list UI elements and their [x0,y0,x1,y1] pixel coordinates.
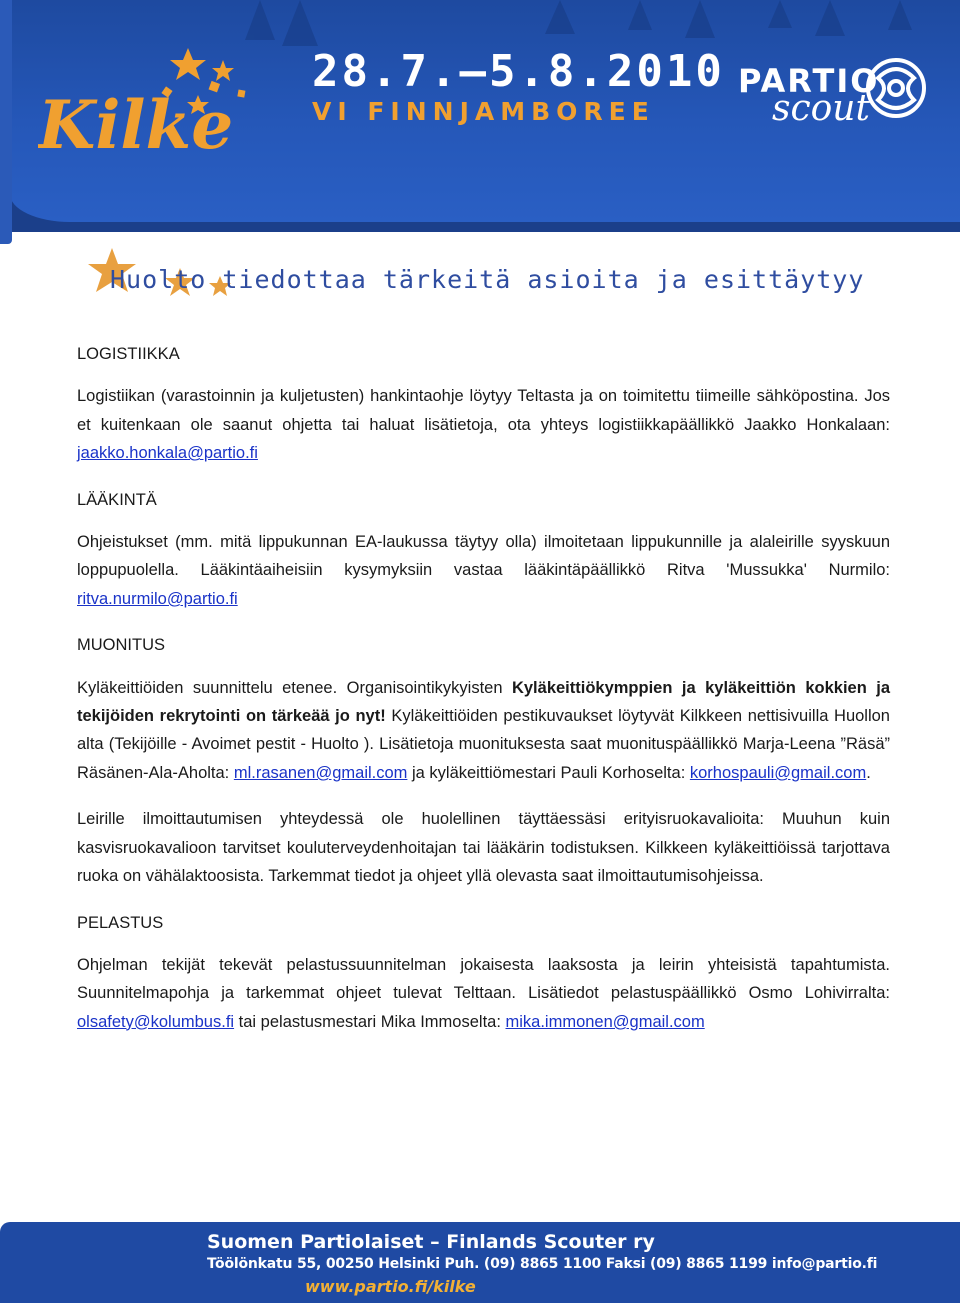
footer-contact-info: Töölönkatu 55, 00250 Helsinki Puh. (09) 8865 1100 Faksi (09) 8865 1199 info@partio.fi [207,1256,878,1272]
event-name: VI FINNJAMBOREE [312,97,655,126]
section-heading-muonitus: MUONITUS [77,636,165,655]
section-heading-laakinta: LÄÄKINTÄ [77,490,157,509]
kilke-logo [38,40,288,180]
paragraph-muonitus [77,674,890,788]
partio-logo-text: PARTIO [738,62,880,100]
section-heading-logistiikka: LOGISTIIKKA [77,345,180,363]
paragraph-pelastus [77,951,890,1036]
paragraph-text: tai pelastusmestari Mika Immoselta: [234,1012,506,1031]
article-body [77,340,890,1054]
paragraph-text: Kyläkeittiöiden pestikuvaukset löytyvät Kilkkeen nettisivuilla Huollon alta (Tekijöille - Avoimet pestit - Huolto ). Lisätietoja muonituksesta saat muonituspäällikkö Marja-Leena ”Räsä” Räsänen-Ala-Aholta: [77,707,890,782]
footer-organization: Suomen Partiolaiset – Finlands Scouter ry [207,1231,655,1253]
email-link-nurmilo[interactable]: ritva.nurmilo@partio.fi [77,589,238,608]
paragraph-text: Logistiikan (varastoinnin ja kuljetusten) hankintaohje löytyy Teltasta ja on toimitettu tiimeille sähköpostina. Jos et kuitenkaan ole saanut ohjetta tai haluat lisätietoja, ota yhteys logistiikkapäällikkö Jaakko Honkalaan: [77,387,890,434]
paragraph-text: . [866,763,871,782]
paragraph-ruokavalio: Leirille ilmoittautumisen yhteydessä ole huolellinen täyttäessäsi erityisruokavalioita: Muuhun kuin kasvisruokavalioon tarvitset kouluterveydenhoitajan tai lääkärin todistuksen. Kilkkeen kyläkeittiöissä tarjottava ruoka on vähälaktoosista. Tarkemmat tiedot ja ohjeet yllä olevasta saat ilmoittautumisohjeissa. [77,810,890,886]
email-link-lohivirta[interactable]: olsafety@kolumbus.fi [77,1012,235,1031]
section-heading-pelastus: PELASTUS [77,913,164,932]
paragraph-logistiikka [77,382,890,467]
scout-logo-text: scout [772,88,870,129]
page-title: Huolto tiedottaa tärkeitä asioita ja esittäytyy [110,265,865,294]
email-link-rasanen[interactable]: ml.rasanen@gmail.com [233,763,408,782]
event-dates: 28.7.–5.8.2010 [312,46,725,97]
paragraph-laakinta [77,528,890,613]
paragraph-text: ja kyläkeittiömestari Pauli Korhoselta: [407,763,690,782]
paragraph-text: Ohjelman tekijät tekevät pelastussuunnitelman jokaisesta laaksosta ja leirin yhteisistä tapahtumista. Suunnitelmapohja ja tarkemmat ohjeet tulevat Telttaan. Lisätiedot pelastuspäällikkö Osmo Lohivirralta: [77,955,890,1003]
footer-website-link[interactable]: www.partio.fi/kilke [305,1277,476,1296]
email-link-immonen[interactable]: mika.immonen@gmail.com [505,1012,705,1031]
kilke-logo-text: Kilke [38,86,234,164]
paragraph-text: Kyläkeittiöiden suunnittelu etenee. Organisointikykyisten [77,678,512,697]
scout-emblem-icon [856,48,936,128]
paragraph-bold-text: Kyläkeittiökymppien ja kyläkeittiön kokkien ja tekijöiden rekrytointi on tärkeää jo nyt! [77,678,890,726]
email-link-honkala[interactable]: jaakko.honkala@partio.fi [77,444,258,463]
email-link-korhonen[interactable]: korhospauli@gmail.com [689,763,867,782]
paragraph-text: Ohjeistukset (mm. mitä lippukunnan EA-laukussa täytyy olla) ilmoitetaan lippukunnille ja alaleirille syyskuun loppupuolella. Lääkintäaiheisiin kysymyksiin vastaa lääkintäpäällikkö Ritva 'Mussukka' Nurmilo: [77,533,890,580]
